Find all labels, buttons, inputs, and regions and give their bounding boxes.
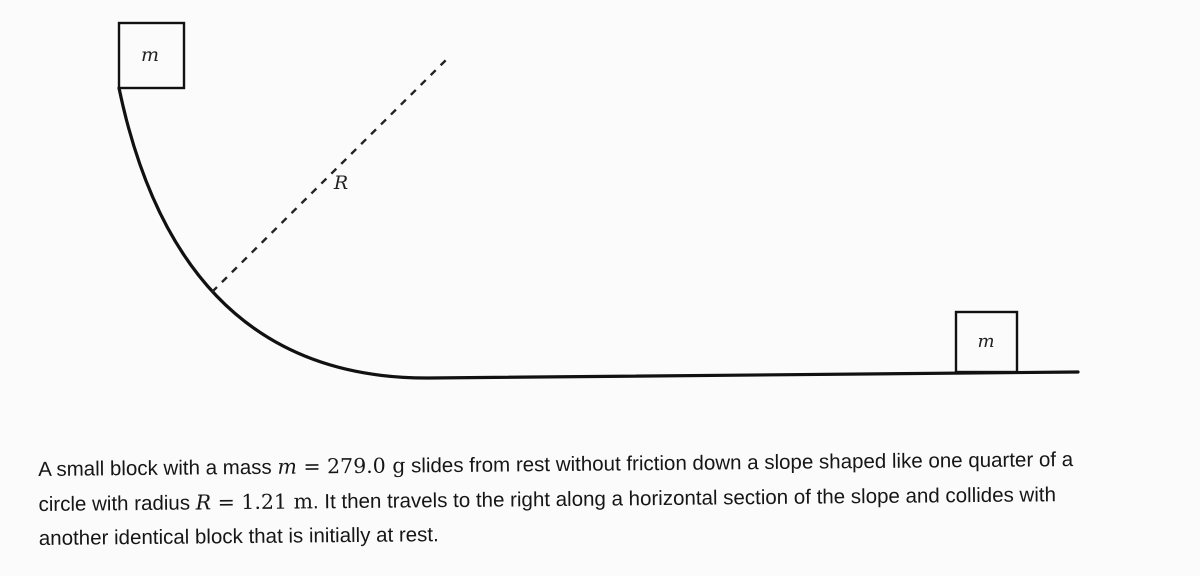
text-segment: circle with radius <box>38 491 196 516</box>
mass-symbol: m <box>277 454 297 479</box>
equals-sign: = <box>211 490 242 515</box>
bottom-block-label: m <box>977 331 995 352</box>
ramp-curve <box>119 88 1078 378</box>
text-segment: slides from rest without friction down a slope shaped like one quarter of a <box>405 448 1074 478</box>
text-segment: another identical block that is initially at rest. <box>38 523 439 550</box>
radius-label: R <box>333 172 349 194</box>
text-segment: A small block with a mass <box>38 455 278 481</box>
radius-value: 1.21 m <box>241 489 314 515</box>
problem-statement <box>38 441 1189 556</box>
equals-sign: = <box>296 454 328 479</box>
mass-value: 279.0 g <box>326 453 406 479</box>
radius-symbol: R <box>195 490 212 515</box>
text-segment: . It then travels to the right along a horizontal section of the slope and collides with <box>312 483 1057 514</box>
radius-line <box>212 56 450 292</box>
top-block-label: m <box>140 44 160 66</box>
